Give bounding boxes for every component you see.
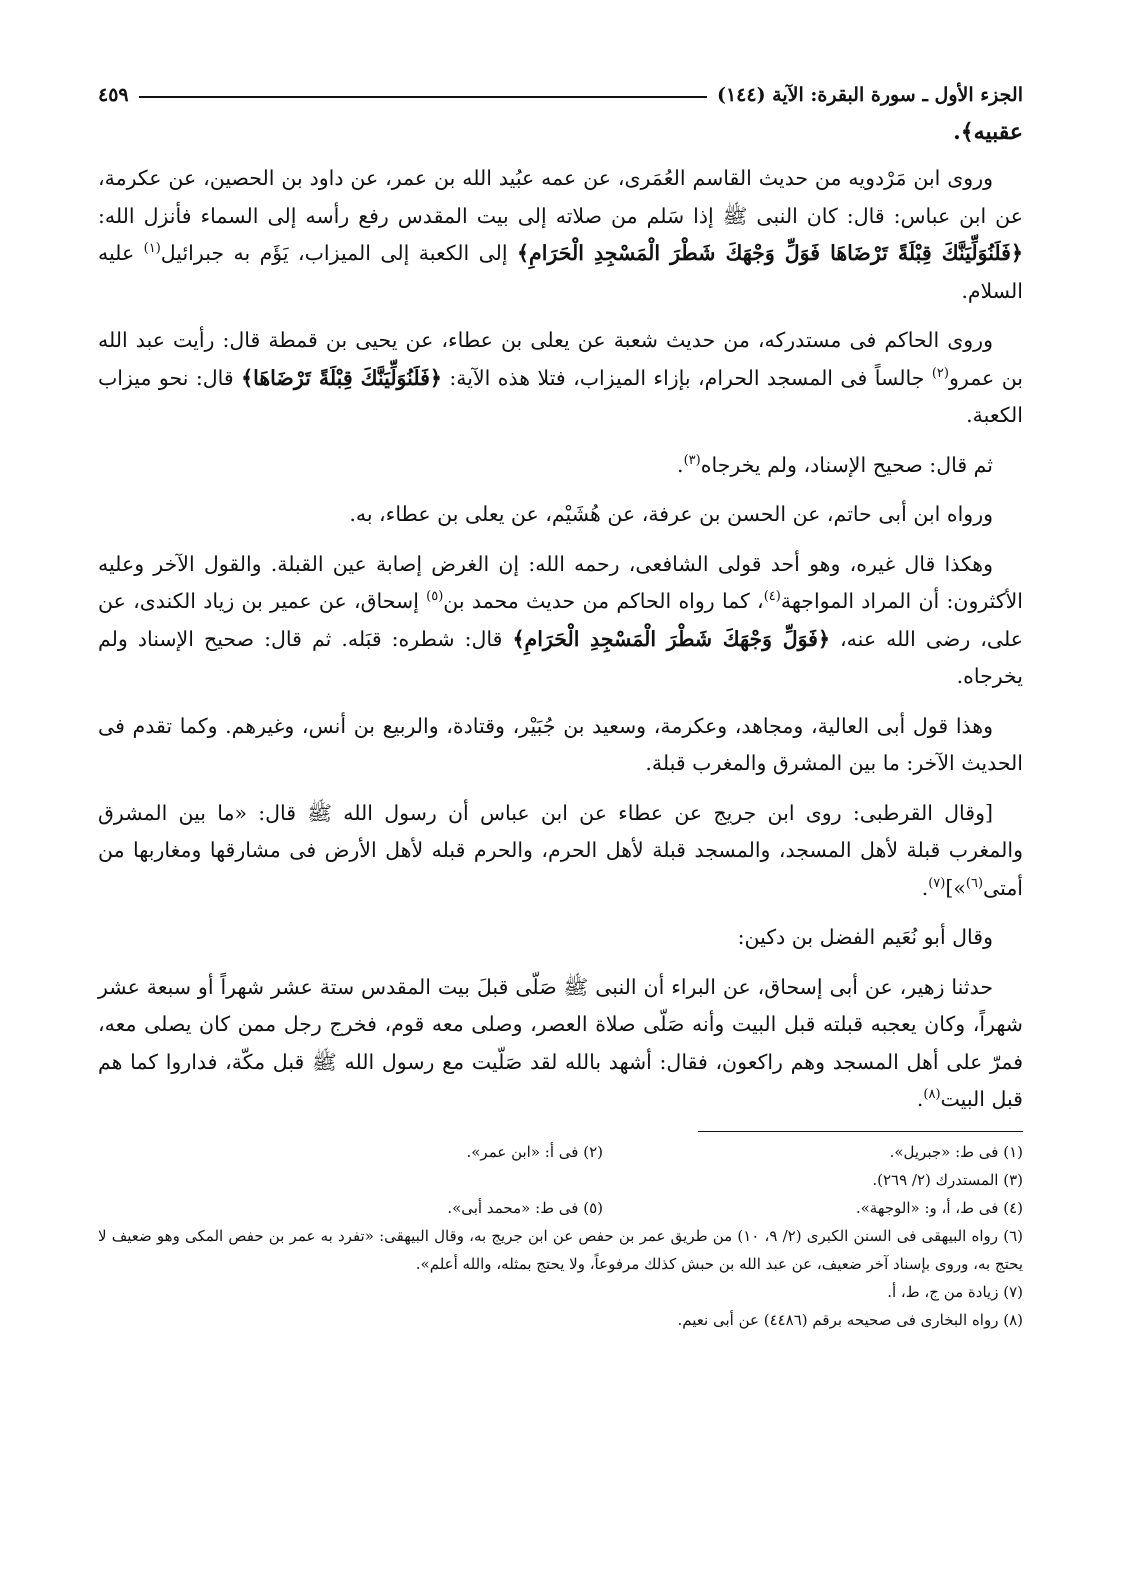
paragraph [98,160,1023,310]
text-segment: عليه السلام. [98,241,1023,303]
header-rule [139,96,707,98]
footnote-8: (٨) رواه البخارى فى صحيحه برقم (٤٤٨٦) عن أبى نعيم. [677,1310,1023,1329]
text-segment: ، كما رواه الحاكم من حديث محمد بن [443,589,764,613]
continuation-text: عقبيه﴾. [953,119,1023,145]
text-segment: وهكذا قال غيره، وهو أحد قولى الشافعى، رحمه الله: إن الغرض إصابة عين القبلة. والقول الآخر وعليه الأكثرون: أن المراد المواجهة [98,551,1023,613]
footnote-marker: (٤) [763,589,781,605]
header-title: الجزء الأول ـ سورة البقرة: الآية (١٤٤) [716,84,1023,106]
text-segment: ورواه ابن أبى حاتم، عن الحسن بن عرفة، عن هُشَيْم، عن يعلى بن عطاء، به. [349,502,993,526]
quran-verse: ﴿فَلَنُوَلِّيَنَّكَ قِبْلَةً تَرْضَاهَا﴾ [241,365,442,390]
footnote-row [98,1138,1023,1166]
footnote-6: (٦) رواه البيهقى فى السنن الكبرى (٢/ ٩، ١٠) من طريق عمر بن حفص عن ابن جريج به، وقال البيهقى: «تفرد به عمر بن حفص المكى وهو ضعيف لا يحتج به، وروى بإسناد آخر ضعيف، عن عبد الله بن حبش كذلك مرفوعاً، ولا يحتج بمثله، والله أعلم». [98,1226,1023,1273]
body-text [98,160,1023,1119]
footnote-5: (٥) فى ط: «محمد أبى». [447,1198,603,1217]
book-page [98,78,1023,1558]
text-segment: »] [945,875,966,900]
paragraph [98,708,1023,783]
footnote-marker: (١) [143,241,161,257]
paragraph [98,546,1023,696]
footnote-marker: (٨) [923,1087,941,1103]
footnote-marker: (٢) [931,365,949,381]
paragraph [98,919,1023,957]
text-segment: جالساً فى المسجد الحرام، بإزاء الميزاب، فتلا هذه الآية: [441,365,932,390]
footnote-row [98,1194,1023,1222]
text-segment: وروى ابن مَرْدويه من حديث القاسم العُمَرى، عن عمه عبُيد الله بن عمر، عن داود بن الحصين، عن عكرمة، عن ابن عباس: قال: كان النبى ﷺ إذا سَلم من صلاته إلى بيت المقدس رفع رأسه إلى السماء فأنزل الله: [98,166,1023,228]
text-segment: . [921,875,929,900]
text-segment: إسحاق، عن عمير بن زياد الكندى، عن على، رضى الله عنه، [98,589,1023,651]
text-segment: قال: شطره: قبَله. ثم قال: صحيح الإسناد ولم يخرجاه. [98,626,1023,688]
text-segment: . [916,1087,924,1111]
text-segment: قال: نحو ميزاب الكعبة. [98,365,1023,427]
quran-verse: ﴿فَوَلِّ وَجْهَكَ شَطْرَ الْمَسْجِدِ الْحَرَامِ﴾ [512,626,830,651]
footnote-separator [698,1131,1023,1132]
text-segment: وقال أبو نُعَيم الفضل بن دكين: [737,925,993,949]
paragraph [98,322,1023,435]
text-segment: وروى الحاكم فى مستدركه، من حديث شعبة عن يعلى بن عطاء، عن يحيى بن قمطة قال: رأيت عبد الله بن عمرو [98,328,1024,390]
footnote-4: (٤) فى ط، أ، و: «الوجهة». [855,1198,1023,1217]
text-segment: وهذا قول أبى العالية، ومجاهد، وعكرمة، وسعيد بن جُبَيْر، وقتادة، والربيع بن أنس، وغيرهم. وكما تقدم فى الحديث الآخر: ما بين المشرق والمغرب قبلة. [98,713,1023,775]
footnotes [98,1138,1023,1334]
text-segment: . [677,452,684,477]
quran-verse: ﴿فَلَنُوَلِّيَنَّكَ قِبْلَةً تَرْضَاهَا فَوَلِّ وَجْهَكَ شَطْرَ الْمَسْجِدِ الْحَرَامِ﴾ [517,241,1023,265]
footnote-7: (٧) زيادة من ج، ط، أ. [887,1282,1023,1301]
text-segment: حدثنا زهير، عن أبى إسحاق، عن البراء أن النبى ﷺ صَلّى قبلَ بيت المقدس ستة عشر شهراً أو سبعة عشر شهراً، وكان يعجبه قبلته قبل البيت وأنه صَلّى صلاة العصر، وصلى معه قوم، فخرج رجل ممن كان يصلى معه، فمرّ على أهل المسجد وهم راكعون، فقال: أشهد بالله لقد صَلّيت مع رسول الله ﷺ قبل مكّة، فداروا كما هم قبل البيت [98,974,1023,1111]
page-number: ٤٥٩ [98,84,129,106]
footnote-2: (٢) فى أ: «ابن عمر». [466,1142,603,1161]
paragraph [98,447,1023,485]
footnote-3: (٣) المستدرك (٢/ ٢٦٩). [872,1170,1023,1189]
footnote-1: (١) فى ط: «جبريل». [889,1142,1023,1161]
text-segment: إلى الكعبة إلى الميزاب، يَؤَم به جبرائيل [160,241,518,265]
footnote-marker: (٦) [965,875,984,891]
paragraph [98,795,1023,908]
text-segment: ثم قال: صحيح الإسناد، ولم يخرجاه [700,452,993,477]
footnote-marker: (٥) [426,589,444,605]
text-segment: [وقال القرطبى: روى ابن جريج عن عطاء عن ابن عباس أن رسول الله ﷺ قال: «ما بين المشرق والمغرب قبلة لأهل المسجد، والمسجد قبلة لأهل الحرم، والحرم قبله لأهل الأرض فى مشارقها ومغاربها من أمتى [98,800,1023,900]
footnote-marker: (٣) [683,452,701,468]
running-header [98,78,1023,112]
paragraph [98,496,1023,534]
paragraph [98,969,1023,1119]
footnote-marker: (٧) [928,875,946,891]
